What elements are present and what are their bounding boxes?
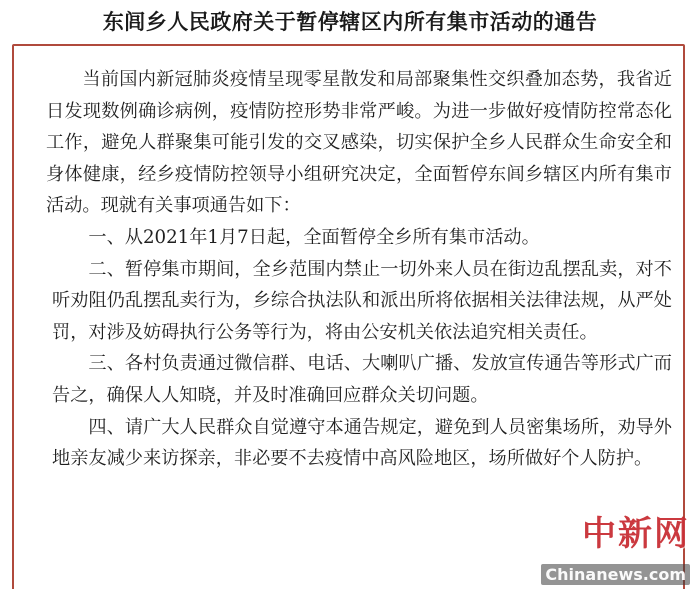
watermark-logo-chinese: 中新网 bbox=[582, 514, 690, 554]
notice-paragraph-2: 二、暂停集市期间，全乡范围内禁止一切外来人员在街边乱摆乱卖，对不听劝阻仍乱摆乱卖行为，乡综合执法队和派出所将依据相关法律法规，从严处罚，对涉及妨碍执行公务等行为，将由公安机关依法追究相关责任。 bbox=[52, 258, 672, 343]
notice-paragraph-1: 一、从2021年1月7日起，全面暂停全乡所有集市活动。 bbox=[88, 226, 540, 248]
notice-body bbox=[46, 64, 672, 475]
notice-paragraph-intro: 当前国内新冠肺炎疫情呈现零星散发和局部聚集性交织叠加态势，我省近日发现数例确诊病例，疫情防控形势非常严峻。为进一步做好疫情防控常态化工作，避免人群聚集可能引发的交叉感染，切实保护全乡人民群众生命安全和身体健康，经乡疫情防控领导小组研究决定，全面暂停东闾乡辖区内所有集市活动。现就有关事项通告如下： bbox=[46, 69, 672, 217]
watermark-logo-english: Chinanews.com bbox=[541, 564, 690, 585]
notice-title: 东闾乡人民政府关于暂停辖区内所有集市活动的通告 bbox=[102, 10, 598, 34]
notice-paragraph-3: 三、各村负责通过微信群、电话、大喇叭广播、发放宣传通告等形式广而告之，确保人人知晓，并及时准确回应群众关切问题。 bbox=[52, 353, 672, 406]
notice-paragraph-4: 四、请广大人民群众自觉遵守本通告规定，避免到人员密集场所，劝导外地亲友减少来访探亲，非必要不去疫情中高风险地区，场所做好个人防护。 bbox=[52, 416, 672, 470]
